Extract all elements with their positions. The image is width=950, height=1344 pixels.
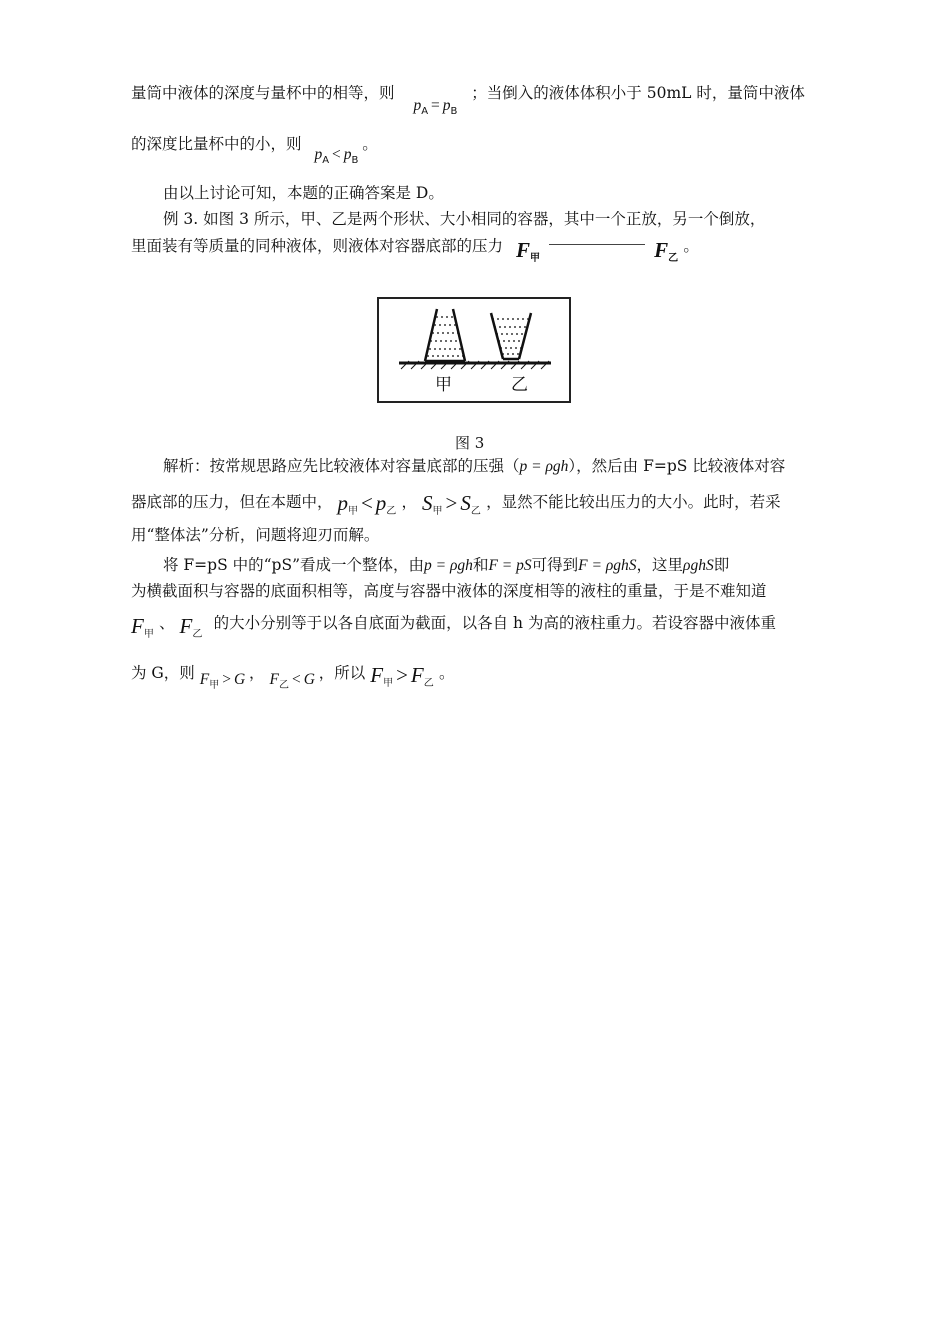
- figure-caption: 图 3: [455, 434, 485, 452]
- text: ，: [249, 664, 265, 682]
- text: ，显然不能比较出压力的大小。此时，若采: [486, 493, 781, 511]
- text: 为 G，则: [131, 664, 195, 682]
- formula-S-jia-gt-S-yi: $S_甲 > S_乙$: [422, 491, 481, 517]
- text: 的大小分别等于以各自底面为截面，以各自 h 为高的液柱重力。若设容器中液体重: [213, 614, 776, 632]
- formula-p-jia-lt-p-yi: $p_甲 < p_乙$: [337, 491, 397, 517]
- text: ，这里: [636, 556, 684, 574]
- container-jia: [425, 309, 465, 361]
- text: 量筒中液体的深度与量杯中的相等，则: [131, 84, 395, 102]
- formula-F-yi-lt-G: $F_乙 < G$: [269, 671, 315, 691]
- para1-line1: [131, 82, 805, 117]
- formula-p-eq-rhogh: p = ρgh: [519, 458, 569, 475]
- text: 即: [713, 556, 730, 574]
- formula-F-jia: $F_甲$: [515, 238, 540, 264]
- answer-blank: [549, 244, 645, 245]
- whole-line4: [131, 660, 455, 691]
- figure-3-drawing: [379, 299, 569, 401]
- text: 将 F=pS 中的“pS”看成一个整体，由: [163, 556, 425, 574]
- para1-line2: [131, 133, 378, 166]
- analysis-line3: 用“整体法”分析，问题将迎刃而解。: [131, 526, 380, 544]
- text: ，: [401, 493, 418, 511]
- text: ；当倒入的液体体积小于 50mL 时，量筒中液体: [471, 84, 805, 102]
- formula-rhoghS: ρghS: [683, 557, 714, 574]
- formula-F-yi: $F_乙$: [654, 238, 679, 264]
- whole-line1: [163, 554, 729, 577]
- text: 解析：按常规思路应先比较液体对容量底部的压强（: [163, 457, 520, 475]
- text: 。: [683, 237, 699, 255]
- text: 可得到: [531, 556, 579, 574]
- formula-pA-eq-pB: $p_A = p_B$: [413, 97, 458, 117]
- formula-F-jia-gt-F-yi: $F_甲 > F_乙$: [370, 663, 434, 689]
- example3-line2: [131, 233, 699, 264]
- text: 。: [439, 664, 455, 682]
- text: ，所以: [318, 664, 366, 682]
- text: 、: [159, 614, 175, 632]
- formula-F-yi: $F_乙$: [179, 614, 203, 640]
- container-yi: [491, 313, 531, 359]
- text: 的深度比量杯中的小，则: [131, 135, 302, 153]
- text: 。: [362, 135, 378, 153]
- label-jia: 甲: [435, 375, 452, 395]
- whole-line3: [131, 610, 776, 641]
- liquid-jia: [427, 317, 463, 356]
- label-yi: 乙: [511, 375, 528, 395]
- figure-3: [377, 297, 571, 403]
- formula-F-eq-pS: F = pS: [488, 557, 532, 574]
- formula-F-jia-gt-G: $F_甲 > G$: [199, 671, 246, 691]
- analysis-line1: [163, 455, 785, 478]
- text: 器底部的压力，但在本题中，: [131, 493, 333, 511]
- text: 里面装有等质量的同种液体，则液体对容器底部的压力: [131, 237, 504, 255]
- formula-F-eq-rhoghS: F = ρghS: [578, 557, 637, 574]
- formula-rho-eq-pgh: p = ρgh: [424, 557, 473, 574]
- conclusion-line: 由以上讨论可知，本题的正确答案是 D。: [163, 184, 444, 202]
- whole-line2: 为横截面积与容器的底面积相等，高度与容器中液体的深度相等的液柱的重量，于是不难知道: [131, 582, 767, 600]
- text: ），然后由 F=pS 比较液体对容: [568, 457, 786, 475]
- formula-F-jia: $F_甲$: [131, 614, 154, 640]
- formula-pA-lt-pB: $p_A < p_B$: [314, 146, 359, 166]
- example3-line1: 例 3. 如图 3 所示，甲、乙是两个形状、大小相同的容器，其中一个正放，另一个倒放，: [163, 210, 766, 228]
- text: 和: [472, 556, 489, 574]
- analysis-line2: [131, 489, 781, 520]
